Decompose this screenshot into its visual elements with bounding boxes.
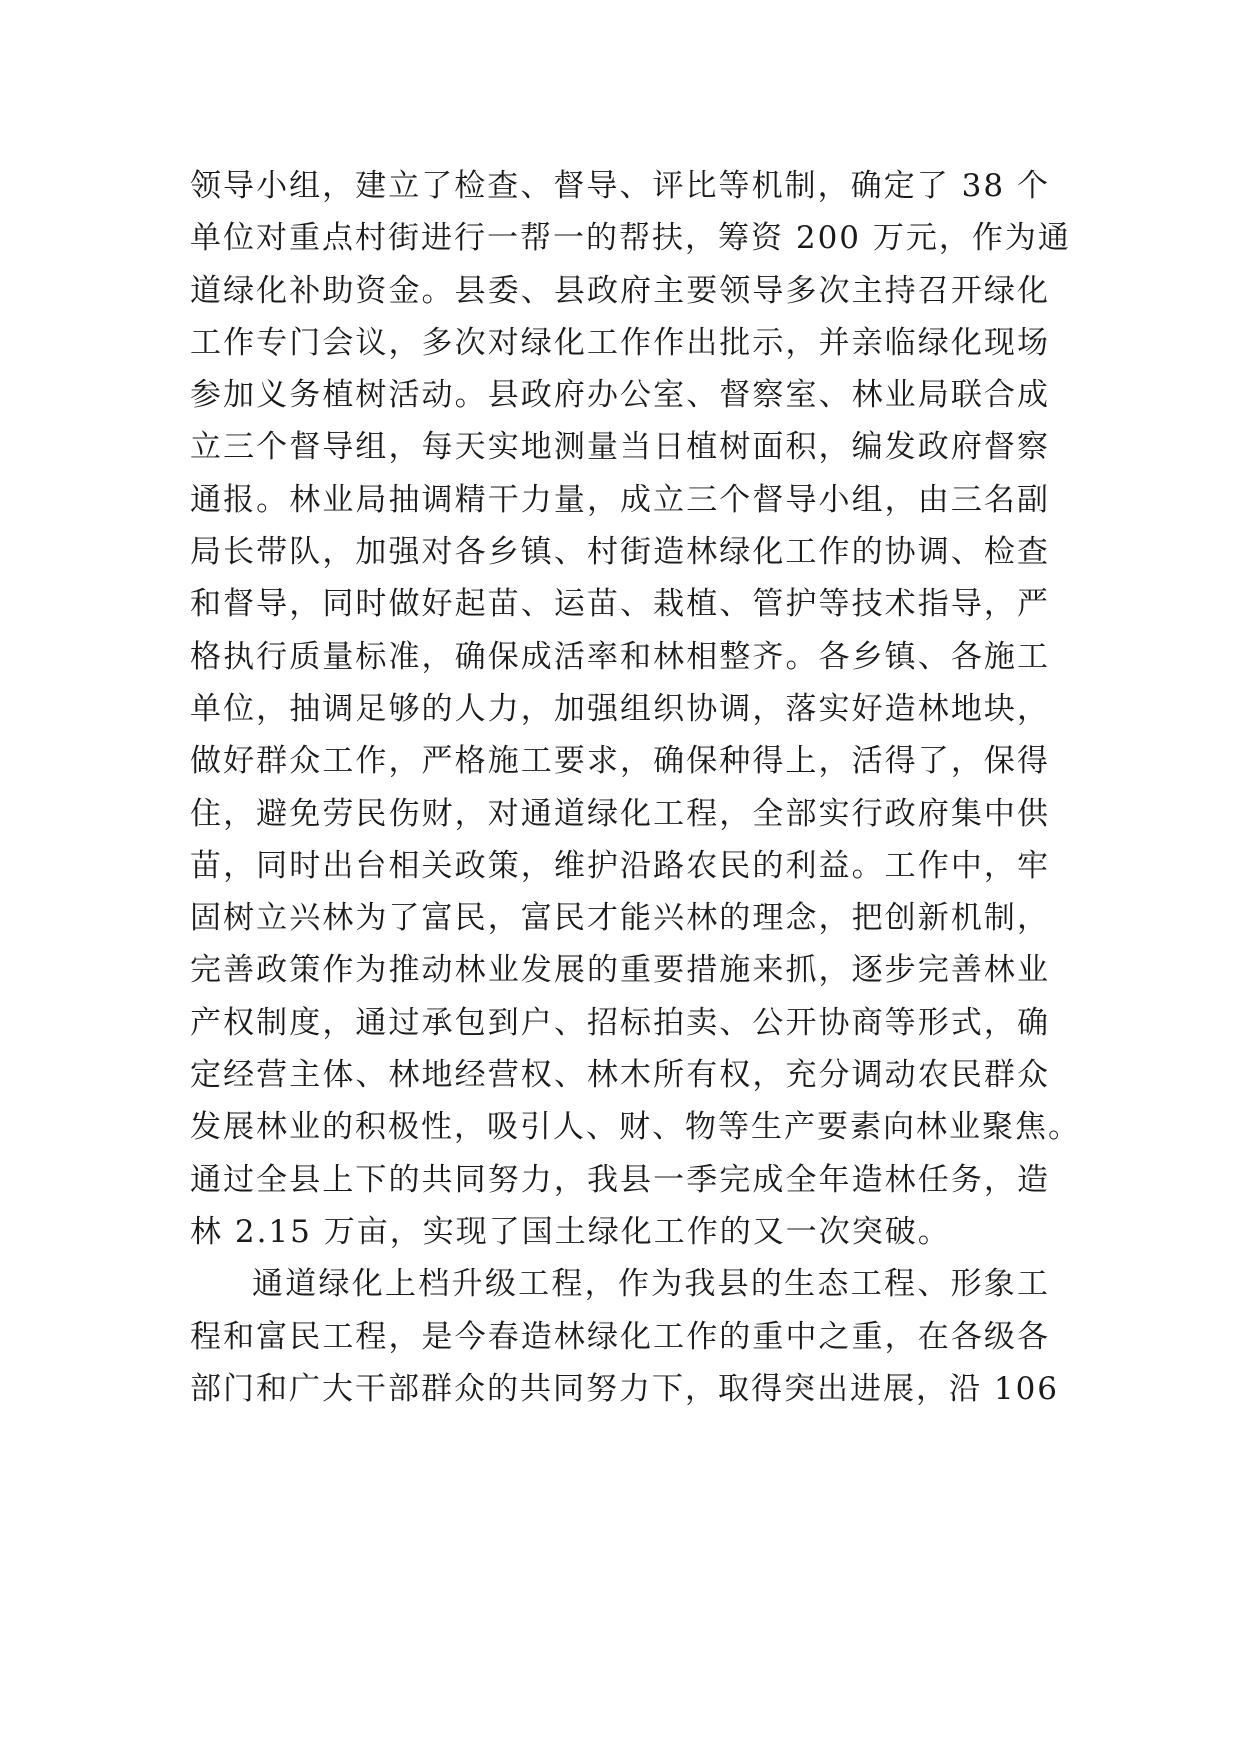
text-line: 通道绿化上档升级工程，作为我县的生态工程、形象工 <box>252 1266 1050 1303</box>
paragraph-afforestation-work <box>190 160 1081 1258</box>
text-line: 参加义务植树活动。县政府办公室、督察室、林业局联合成 <box>190 377 1050 414</box>
text-line: 固树立兴林为了富民，富民才能兴林的理念，把创新机制， <box>190 900 1050 937</box>
document-body <box>190 160 1081 1415</box>
text-line: 局长带队，加强对各乡镇、村街造林绿化工作的协调、检查 <box>190 534 1050 571</box>
text-line: 产权制度，通过承包到户、招标拍卖、公开协商等形式，确 <box>190 1004 1050 1041</box>
text-line: 领导小组，建立了检查、督导、评比等机制，确定了 38 个 <box>190 168 1050 204</box>
text-line: 部门和广大干部群众的共同努力下，取得突出进展，沿 106 <box>190 1370 1060 1407</box>
text-line: 和督导，同时做好起苗、运苗、栽植、管护等技术指导，严 <box>190 586 1050 623</box>
text-line: 通报。林业局抽调精干力量，成立三个督导小组，由三名副 <box>190 481 1050 518</box>
text-line: 定经营主体、林地经营权、林木所有权，充分调动农民群众 <box>190 1057 1050 1094</box>
text-line: 工作专门会议，多次对绿化工作作出批示，并亲临绿化现场 <box>190 324 1050 361</box>
text-line: 通过全县上下的共同努力，我县一季完成全年造林任务，造 <box>190 1161 1050 1198</box>
text-line: 立三个督导组，每天实地测量当日植树面积，编发政府督察 <box>190 429 1050 466</box>
text-line: 林 2.15 万亩，实现了国土绿化工作的又一次突破。 <box>190 1213 951 1250</box>
text-line: 完善政策作为推动林业发展的重要措施来抓，逐步完善林业 <box>190 952 1050 989</box>
text-line: 住，避免劳民伤财，对通道绿化工程，全部实行政府集中供 <box>190 795 1050 832</box>
text-line: 单位，抽调足够的人力，加强组织协调，落实好造林地块， <box>190 690 1050 727</box>
text-line: 苗，同时出台相关政策，维护沿路农民的利益。工作中，牢 <box>190 847 1050 884</box>
text-line: 程和富民工程，是今春造林绿化工作的重中之重，在各级各 <box>190 1318 1050 1355</box>
text-line: 单位对重点村街进行一帮一的帮扶，筹资 200 万元，作为通 <box>190 220 1071 257</box>
text-line: 做好群众工作，严格施工要求，确保种得上，活得了，保得 <box>190 743 1050 780</box>
text-line: 格执行质量标准，确保成活率和林相整齐。各乡镇、各施工 <box>190 638 1050 675</box>
paragraph-greenway-project <box>190 1258 1060 1415</box>
text-line: 发展林业的积极性，吸引人、财、物等生产要素向林业聚焦。 <box>190 1109 1081 1146</box>
text-line: 道绿化补助资金。县委、县政府主要领导多次主持召开绿化 <box>190 272 1050 309</box>
